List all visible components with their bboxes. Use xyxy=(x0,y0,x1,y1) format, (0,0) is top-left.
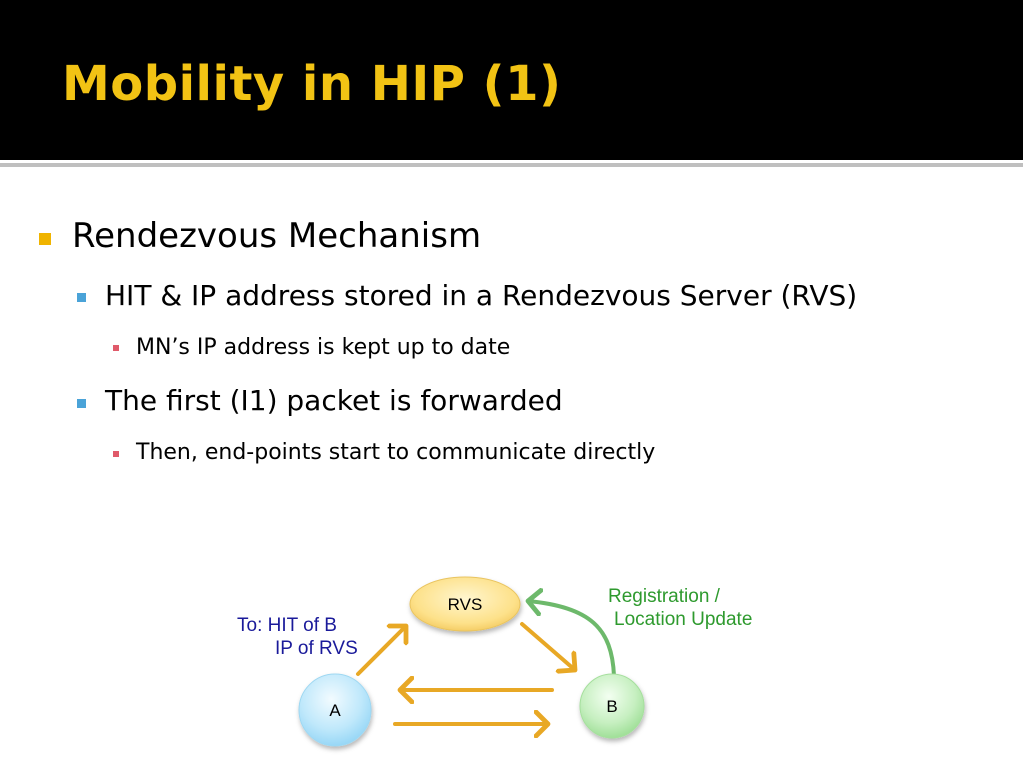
node-rvs xyxy=(410,577,520,631)
bullet-mn-ip-up-to-date: MN’s IP address is kept up to date xyxy=(136,335,511,360)
node-b-label: B xyxy=(606,697,618,716)
bullet-communicate-directly: Then, end-points start to communicate directly xyxy=(136,440,656,465)
node-a-label: A xyxy=(329,701,341,720)
note-destination-line1: To: HIT of B xyxy=(237,615,337,636)
arrow-a-to-rvs xyxy=(358,626,406,674)
note-registration-line2: Location Update xyxy=(614,609,753,630)
slide-title: Mobility in HIP (1) xyxy=(62,56,562,112)
bullet-rendezvous-mechanism: Rendezvous Mechanism xyxy=(72,216,482,256)
note-destination-line2: IP of RVS xyxy=(275,638,358,659)
bullet-first-packet-forwarded: The first (I1) packet is forwarded xyxy=(105,384,563,417)
node-rvs-label: RVS xyxy=(447,595,483,614)
node-a xyxy=(299,674,371,746)
arrow-rvs-to-b xyxy=(522,624,575,670)
node-b xyxy=(580,674,644,738)
bullet-hit-ip-stored: HIT & IP address stored in a Rendezvous Server (RVS) xyxy=(105,279,858,312)
note-registration-line1: Registration / xyxy=(608,586,720,607)
